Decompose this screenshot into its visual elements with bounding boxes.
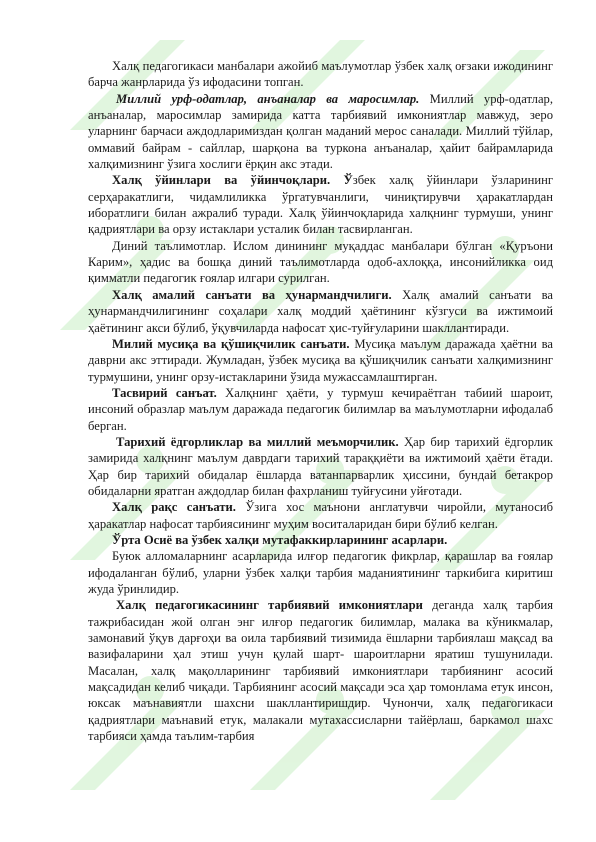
paragraph-text: Ўзига хос маънони англатувчи чиройли, мутаносиб ҳаракатлар нафосат тарбиясининг муҳим воситаларидан бири бўлиб келган. [88, 500, 553, 531]
paragraph-text: деганда халқ тарбия тажрибасидан жой олган энг илғор педагогик билимлар, малака ва кўникмалар, замонавий ўқув дарғоҳи ва оила тарбиявий тизимида ёшларни тарбиялаш мақсад ва вазифаларини ҳал этиш учун қулай шарт- шароитларни яратиш тушунилади. Масалан, халқ мақолларининг тарбиявий имкониятлари тарбиянинг асосий мақсадидан келиб чиқади. Тарбиянинг асосий мақсади эса ҳар томонлама етук инсон, юксак маънавиятли шахсни шакллантиришдир. Чунончи, халқ педагогикаси қадриятлари маънавий етук, малакали мутахассисларни тайёрлаш, баркамол шахс тарбияси ҳамда таълим-тарбия [88, 598, 554, 744]
paragraph-monuments [88, 434, 553, 499]
paragraph-text: Халқ педагогикаси манбалари ажойиб маълумотлар ўзбек халқ оғзаки ижодининг барча жанрларида ўз ифодасини топган. [88, 59, 553, 90]
paragraph-heading: Миллий урф-одатлар, анъаналар ва маросимлар. [116, 91, 420, 106]
paragraph-thinkers-heading [88, 532, 553, 548]
paragraph-heading: Тасвирий санъат. [112, 385, 217, 400]
paragraph-text: Халқ амалий санъати ва ҳунармандчилигининг соҳалари халқ моддий ҳаётининг кўзгуси ва ижтимоий ҳаётининг акси бўлиб, ўқувчиларда нафосат ҳис-туйғуларини шакллантиради. [88, 287, 553, 335]
paragraph-text: Миллий урф-одатлар, анъаналар, маросимлар замирида катта тарбиявий имкониятлар мавжуд, зеро уларнинг барчаси аждодларимиздан қолган маданий мерос саналади. Миллий тўйлар, оммавий байрам - сайллар, шарқона ва туркона анъаналар, ҳайит байрамларида халқимизнинг ўзига хослиги ёрқин акс этади. [88, 91, 553, 172]
paragraph-religion [88, 238, 553, 287]
paragraph-text: Ҳар бир тарихий ёдгорлик замирида халқнинг маълум даврдаги тарихий тараққиёти ва ижтимоий ҳаёти ётади. Ҳар бир тарихий обидалар ёшларда ватанпарварлик ҳиссини, бундай бетакрор обидаларни яратган аждодлар билан фахрланиш туйғусини уйғотади. [88, 434, 553, 498]
paragraph-dance [88, 499, 553, 532]
paragraph-text: Мусиқа маълум даражада ҳаётни ва даврни акс эттиради. Жумладан, ўзбек мусиқа ва қўшиқчилик санъати халқимизнинг турмушини, унинг орзу-истакларини ўзида мужассамлаштирган. [88, 336, 553, 384]
paragraph-heading: Милий мусиқа ва қўшиқчилик санъати. [112, 336, 350, 351]
paragraph-music [88, 336, 553, 385]
paragraph-text: Халқнинг ҳаёти, у турмуш кечираётган табиий шароит, инсоний образлар маълум даражада педагогик билимлар ва маълумотларни ифодалаб берган. [88, 385, 553, 433]
paragraph-heading: Тарихий ёдгорликлар ва миллий меъморчилик. [116, 434, 399, 449]
paragraph-heading: Халқ педагогикасининг тарбиявий имкониятлари [116, 598, 423, 613]
paragraph-folk-games [88, 172, 553, 237]
paragraph-applied-art [88, 287, 553, 336]
paragraph-thinkers [88, 548, 553, 597]
paragraph-heading: Халқ амалий санъати ва ҳунармандчилиги. [112, 287, 392, 302]
paragraph-text: збек халқ ўйинлари ўзларининг серҳаракатлиги, чидамлиликка ўргатувчанлиги, чиниқтирувчи ҳаракатлардан иборатлиги билан ажралиб туради. Халқ ўйинчоқларида халқнинг турмуши, унинг қадриятлари ва орзу истаклари усталик билан тасвирланган. [88, 173, 553, 237]
paragraph-fine-art [88, 385, 553, 434]
paragraph-potential [88, 597, 553, 744]
paragraph-customs [88, 91, 553, 173]
paragraph-text: Буюк алломаларнинг асарларида илғор педагогик фикрлар, қарашлар ва ғоялар ифодаланган бўлиб, уларни ўзбек халқи тарбия маданиятининг таркибига киритиш жуда ўринлидир. [88, 549, 553, 596]
document-body [88, 58, 553, 744]
paragraph-heading: Халқ ўйинлари ва ўйинчоқлари. Ў [112, 173, 353, 188]
paragraph-heading: Ўрта Осиё ва ўзбек халқи мутафаккирларининг асарлари. [112, 532, 448, 547]
paragraph-heading: Халқ рақс санъати. [112, 500, 236, 515]
paragraph-text: Диний таълимотлар. Ислом динининг муқаддас манбалари бўлган «Қуръони Карим», ҳадис ва бошқа диний таълимотларда одоб-ахлоққа, инсонийликка оид қимматли педагогик ғоялар илгари сурилган. [88, 238, 553, 286]
paragraph-intro [88, 58, 553, 91]
